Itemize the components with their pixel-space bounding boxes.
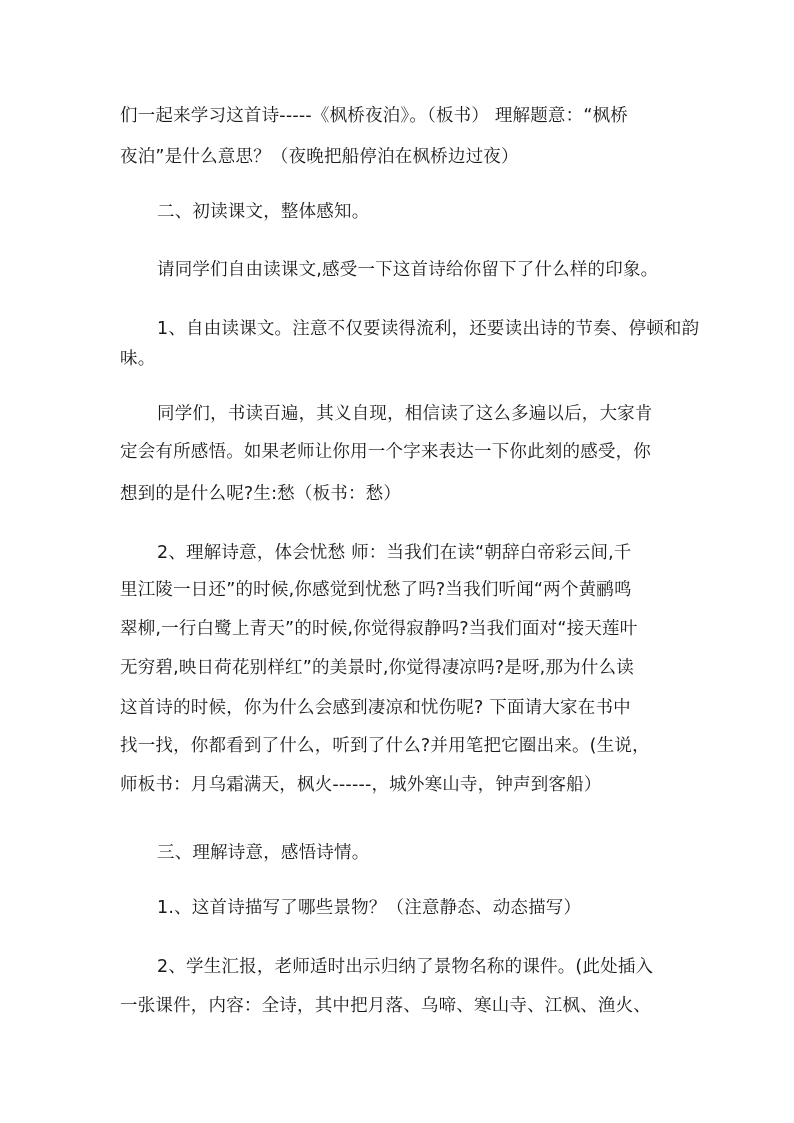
text-line-4: 请同学们自由读课文,感受一下这首诗给你留下了什么样的印象。	[157, 260, 659, 280]
text-line-12: 翠柳,一行白鹭上青天”的时候,你觉得寂静吗?当我们面对“接天莲叶	[120, 619, 638, 639]
text-line-14: 这首诗的时候，你为什么会感到凄凉和忧伤呢? 下面请大家在书中	[120, 698, 631, 718]
text-line-10: 2、理解诗意，体会忧愁 师：当我们在读“朝辞白帝彩云间,千	[157, 543, 632, 563]
text-line-20: 一张课件，内容：全诗，其中把月落、乌啼、寒山寺、江枫、渔火、	[120, 996, 651, 1016]
text-line-11: 里江陵一日还”的时候,你感觉到忧愁了吗?当我们听闻“两个黄鹂鸣	[120, 580, 632, 600]
section-heading-2: 二、初读课文，整体感知。	[157, 202, 370, 222]
text-line-9: 想到的是什么呢?生:愁（板书：愁）	[120, 484, 402, 504]
text-line-6: 味。	[120, 349, 156, 369]
text-line-2: 夜泊”是什么意思？（夜晚把船停泊在枫桥边过夜）	[120, 147, 519, 167]
text-line-19: 2、学生汇报，老师适时出示归纳了景物名称的课件。(此处插入	[157, 957, 654, 977]
text-line-16: 师板书：月乌霜满天，枫火------，城外寒山寺，钟声到客船）	[120, 775, 602, 795]
text-line-18: 1.、这首诗描写了哪些景物？（注意静态、动态描写）	[157, 898, 582, 918]
text-line-7: 同学们，书读百遍，其义自现，相信读了这么多遍以后，大家肯	[157, 404, 653, 424]
text-line-5: 1、自由读课文。注意不仅要读得流利，还要读出诗的节奏、停顿和韵	[157, 319, 700, 339]
section-heading-3: 三、理解诗意，感悟诗情。	[157, 843, 370, 863]
text-line-15: 找一找，你都看到了什么，听到了什么?并用笔把它圈出来。(生说，	[120, 736, 650, 756]
text-line-13: 无穷碧,映日荷花别样红”的美景时,你觉得凄凉吗?是呀,那为什么读	[120, 658, 634, 678]
text-line-1: 们一起来学习这首诗-----《枫桥夜泊》。（板书） 理解题意：“枫桥	[120, 106, 629, 126]
text-line-8: 定会有所感悟。如果老师让你用一个字来表达一下你此刻的感受，你	[120, 442, 651, 462]
